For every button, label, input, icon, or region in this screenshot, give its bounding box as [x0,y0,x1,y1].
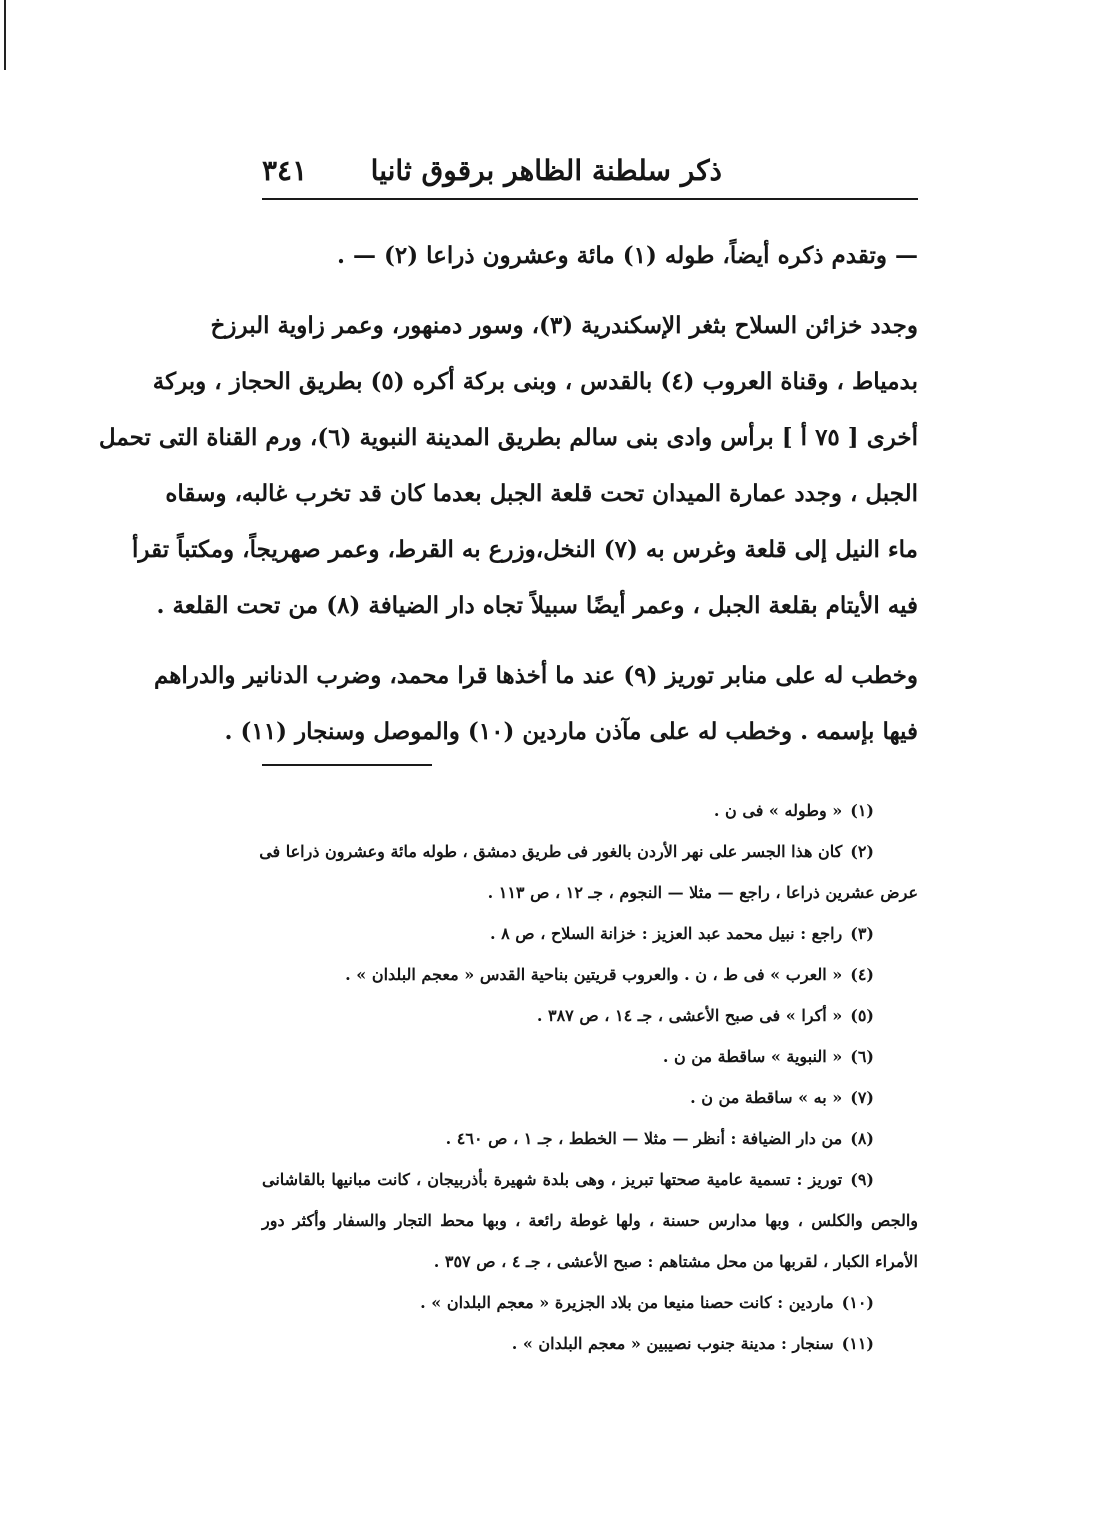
main-text [98,228,918,760]
footnote [259,831,918,872]
footnote-number: (٣) [850,924,874,943]
footnote [262,1282,918,1323]
footnote [262,1323,918,1364]
footnote-number: (٧) [850,1088,874,1107]
footnote-text: توريز : تسمية عامية صحتها تبريز ، وهى بلدة شهيرة بأذربيجان ، كانت مبانيها بالقاشانى [262,1170,843,1189]
footnote-number: (٨) [850,1129,874,1148]
footnote [262,1036,918,1077]
footnote-text: « به » ساقطة من ن . [690,1088,843,1107]
footnote-number: (١٠) [841,1293,874,1312]
footnote-text: سنجار : مدينة جنوب نصيبين « معجم البلدان » . [511,1334,834,1353]
footnote-text: راجع : نبيل محمد عبد العزيز : خزانة السلاح ، ص ٨ . [489,924,843,943]
header-rule [262,198,918,200]
footnote-continuation: والجص والكلس ، وبها مدارس حسنة ، ولها غوطة رائعة ، وبها محط التجار والسفار وأكثر دور [262,1211,918,1230]
text-line: فيه الأيتام بقلعة الجبل ، وعمر أيضًا سبيلاً تجاه دار الضيافة (٨) من تحت القلعة . [156,592,918,619]
text-line: أخرى [ ٧٥ أ ] برأس وادى بنى سالم بطريق المدينة النبوية (٦)، ورم القناة التى تحمل [98,424,918,451]
book-page [98,150,918,1353]
footnote [262,790,918,831]
footnote-rule [262,764,432,766]
page-header [262,150,918,196]
footnote-number: (٩) [850,1170,874,1189]
text-line: وخطب له على منابر توريز (٩) عند ما أخذها قرا محمد، وضرب الدنانير والدراهم [153,662,918,689]
footnote-number: (٦) [850,1047,874,1066]
footnote-text: كان هذا الجسر على نهر الأردن بالغور فى طريق دمشق ، طوله مائة وعشرون ذراعا فى [259,842,843,861]
text-line: وجدد خزائن السلاح بثغر الإسكندرية (٣)، وسور دمنهور، وعمر زاوية البرزخ [210,312,918,339]
footnote [262,913,918,954]
footnote [262,995,918,1036]
footnotes [259,790,918,1364]
text-line: الجبل ، وجدد عمارة الميدان تحت قلعة الجبل بعدما كان قد تخرب غالبه، وسقاه [165,480,918,507]
footnote-text: « العرب » فى ط ، ن . والعروب قريتين بناحية القدس « معجم البلدان » . [345,965,843,984]
text-line: — وتقدم ذكره أيضاً، طوله (١) مائة وعشرون ذراعا (٢) — . [336,242,918,269]
footnote-number: (١) [850,801,874,820]
running-title: ذكر سلطنة الظاهر برقوق ثانيا [370,154,722,187]
footnote-text: « وطوله » فى ن . [713,801,843,820]
text-line: بدمياط ، وقناة العروب (٤) بالقدس ، وبنى بركة أكره (٥) بطريق الحجاز ، وبركة [152,368,918,395]
footnote-text: ماردين : كانت حصنا منيعا من بلاد الجزيرة « معجم البلدان » . [420,1293,834,1312]
footnote-text: « النبوية » ساقطة من ن . [662,1047,843,1066]
footnote-number: (١١) [841,1334,874,1353]
footnote [262,1118,918,1159]
footnote-text: « أكرا » فى صبح الأعشى ، جـ ١٤ ، ص ٣٨٧ . [536,1006,843,1025]
footnote-number: (٢) [850,842,874,861]
scan-edge-line [4,0,6,70]
text-line: ماء النيل إلى قلعة وغرس به (٧) النخل،وزرع به القرط، وعمر صهريجاً، ومكتباً تقرأ [132,536,918,563]
footnote-continuation: الأمراء الكبار ، لقربها من محل مشتاهم : صبح الأعشى ، جـ ٤ ، ص ٣٥٧ . [433,1252,918,1271]
footnote [262,1159,918,1200]
footnote-continuation: عرض عشرين ذراعا ، راجع — مثلا — النجوم ، جـ ١٢ ، ص ١١٣ . [487,883,918,902]
page-number: ٣٤١ [262,154,308,187]
footnote-number: (٤) [850,965,874,984]
text-line: فيها بإسمه . وخطب له على مآذن ماردين (١٠) والموصل وسنجار (١١) . [224,718,918,745]
footnote [262,954,918,995]
footnote-number: (٥) [850,1006,874,1025]
footnote-text: من دار الضيافة : أنظر — مثلا — الخطط ، جـ ١ ، ص ٤٦٠ . [445,1129,843,1148]
footnote [262,1077,918,1118]
